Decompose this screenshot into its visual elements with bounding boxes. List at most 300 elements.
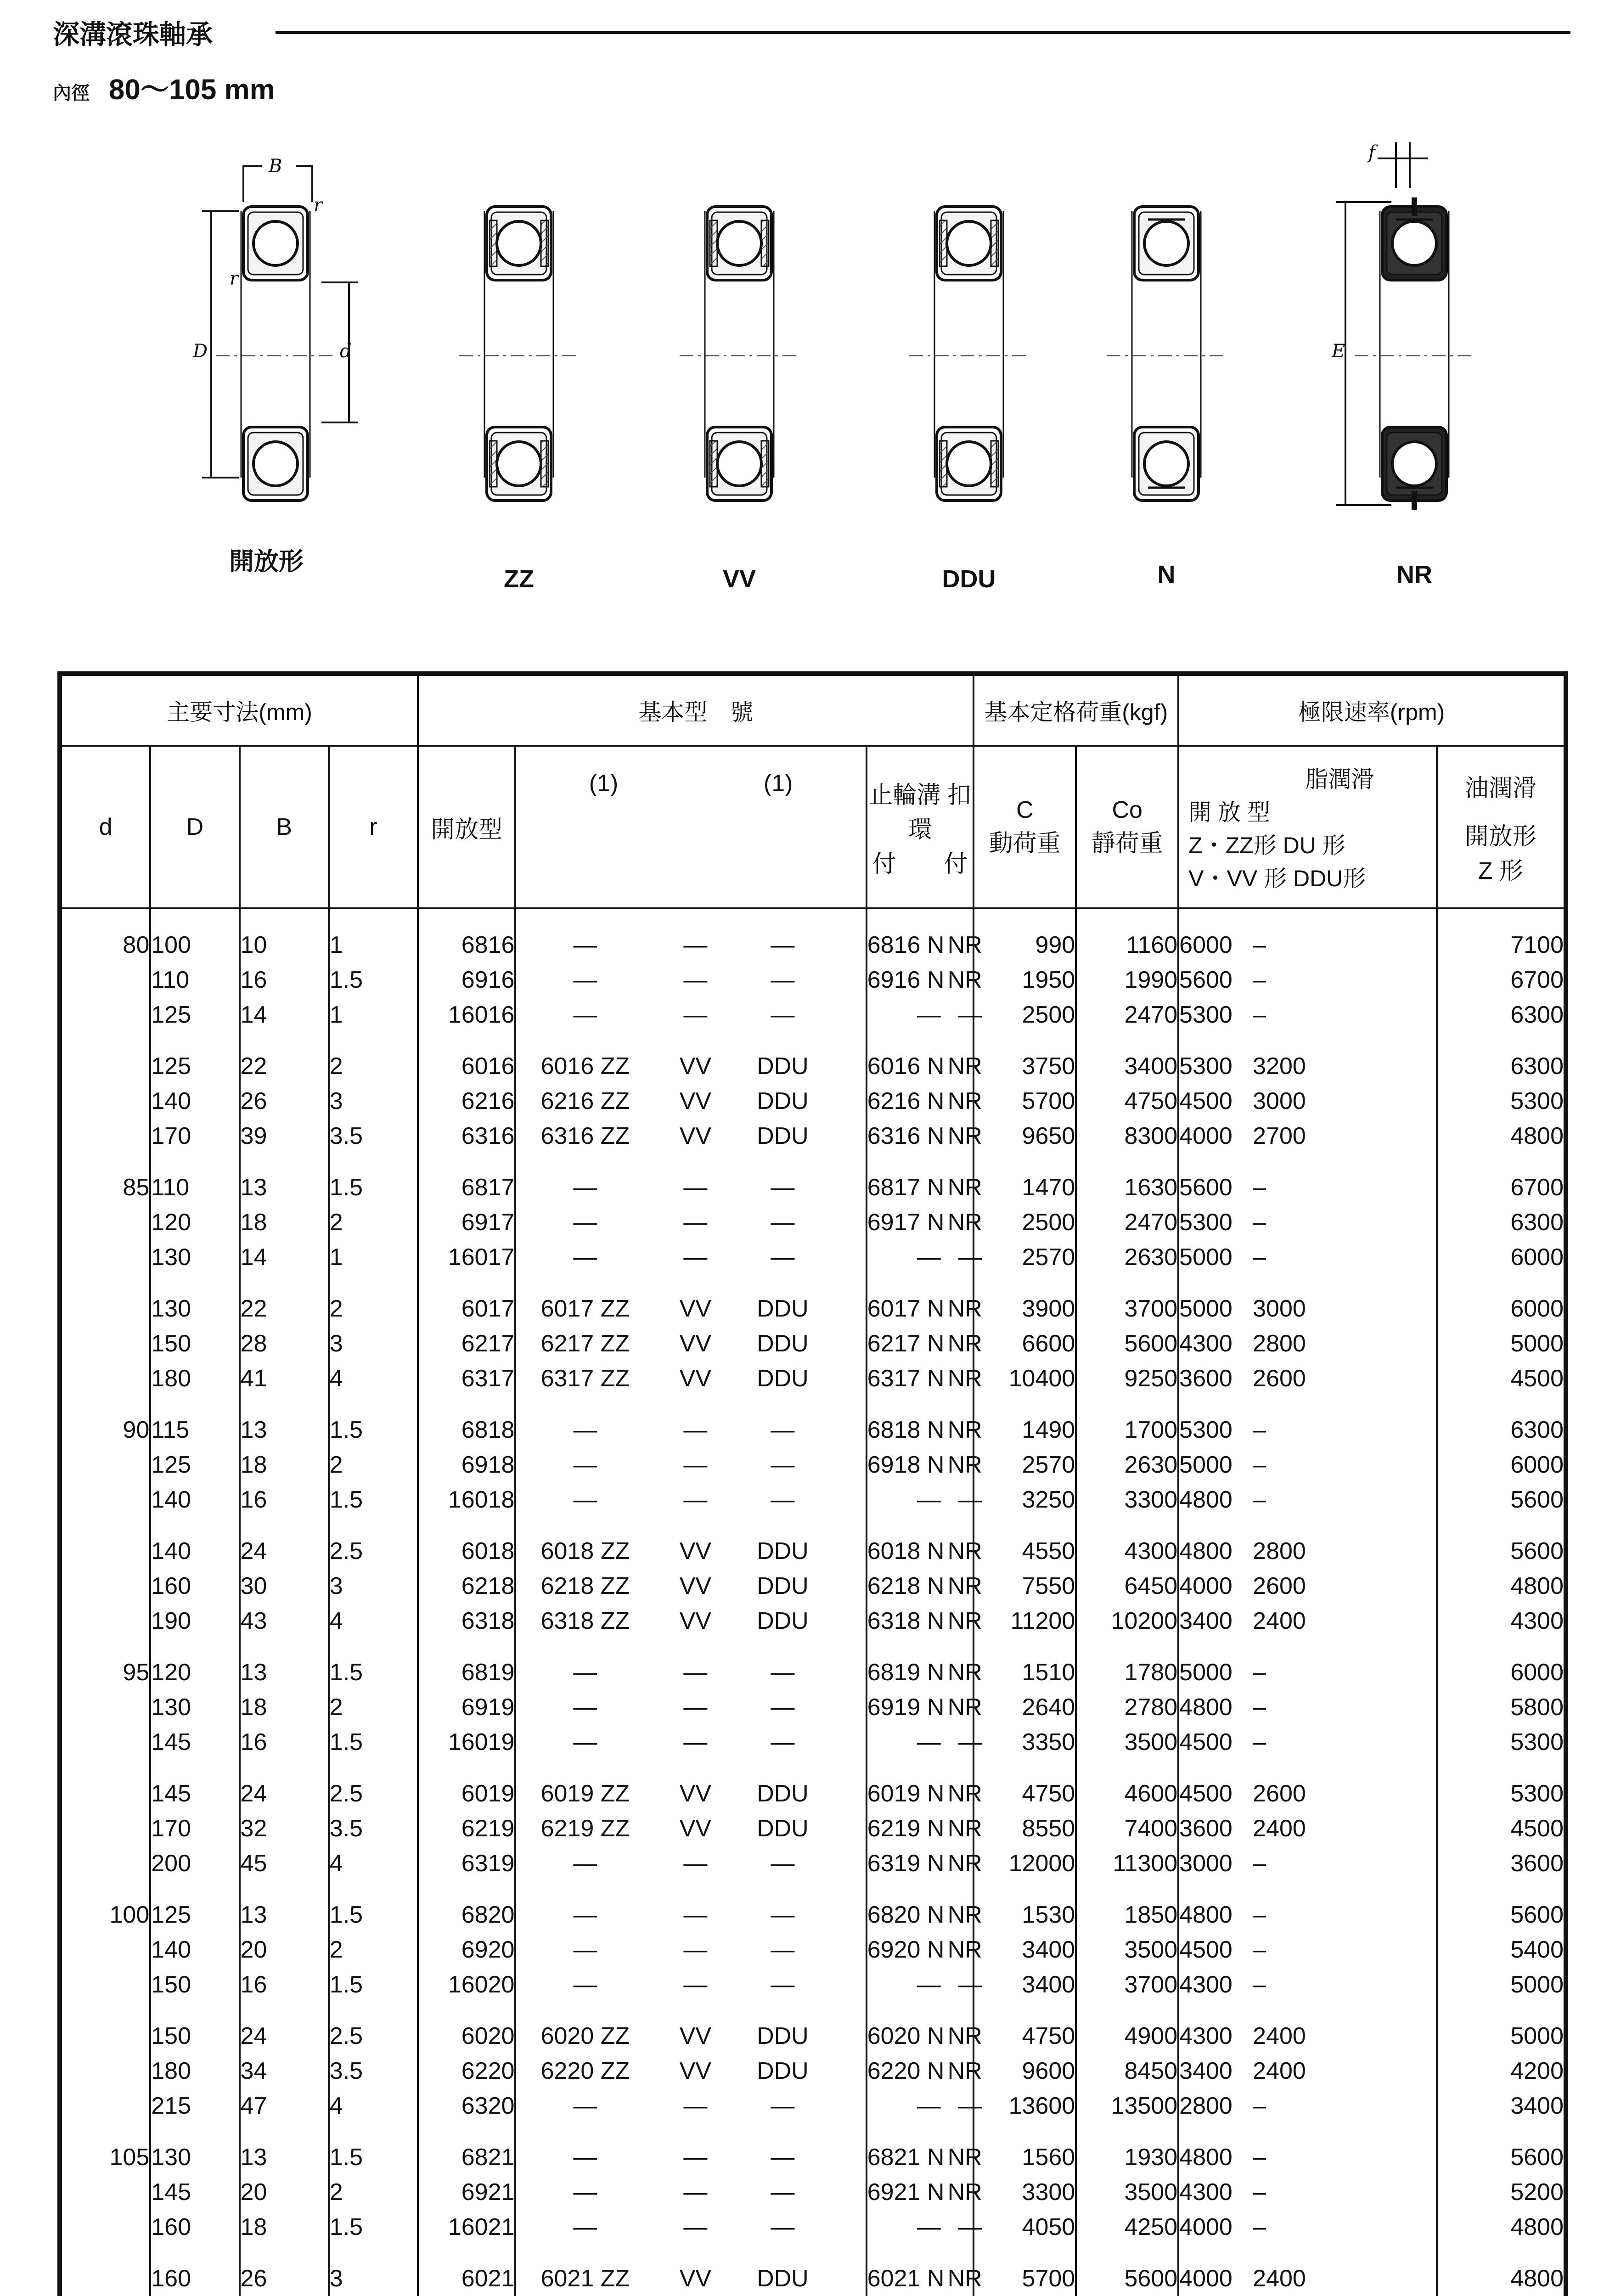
cell-grease-ddu: 2600 — [1253, 1573, 1306, 1599]
cell-open: 6916 — [418, 962, 515, 997]
cell-grease-speed — [1178, 2054, 1437, 2088]
cell-ddu: — — [771, 1002, 795, 1028]
cell-ddu: DDU — [757, 1088, 809, 1114]
cell-n: 6921 N — [867, 2179, 945, 2206]
cell-B: 22 — [240, 1032, 329, 1084]
header-grease-line2: Z・ZZ形 DU 形 — [1188, 833, 1345, 858]
cell-B: 43 — [240, 1604, 329, 1638]
header-Co-top: Co — [1112, 796, 1142, 823]
cell-grease-ddu: 2600 — [1253, 1780, 1306, 1807]
cell-Co: 2780 — [1076, 1690, 1178, 1725]
cell-ddu: DDU — [757, 2023, 809, 2049]
cell-D: 130 — [150, 2123, 239, 2175]
cell-Co: 4300 — [1076, 1517, 1178, 1569]
cell-ddu: — — [771, 967, 795, 993]
dim-label-D: D — [193, 341, 208, 362]
cell-grease-ddu: 3000 — [1253, 1295, 1306, 1322]
cell-d — [61, 962, 150, 997]
cell-open: 6820 — [418, 1881, 515, 1932]
cell-oil-speed: 4800 — [1437, 1119, 1564, 1154]
cell-grease-open: 4000 — [1179, 2214, 1232, 2240]
table-row — [61, 2210, 1564, 2245]
table-row — [61, 1638, 1564, 1690]
dim-label-f: f — [1368, 142, 1375, 163]
table-row — [61, 2088, 1564, 2123]
cell-grease-open: 5300 — [1179, 1002, 1232, 1028]
cell-r: 1.5 — [329, 1396, 418, 1447]
cell-zz: 6019 ZZ — [540, 1780, 630, 1807]
subtitle-range: 80～105 mm — [108, 74, 275, 106]
cell-grease-speed — [1178, 2210, 1437, 2245]
diagram-label-nr: NR — [1396, 561, 1432, 588]
cell-zz: — — [573, 1244, 597, 1271]
cell-n: — — [917, 1002, 941, 1028]
cell-snap-ring — [867, 2210, 982, 2245]
cell-n: 6218 N — [867, 1573, 945, 1599]
cell-d — [61, 2088, 150, 2123]
cell-zz: — — [573, 1659, 597, 1686]
cell-grease-open: 5300 — [1179, 1417, 1232, 1443]
cell-seal-types — [515, 962, 866, 997]
cell-r: 2 — [329, 1447, 418, 1482]
cell-snap-ring — [867, 2175, 982, 2210]
cell-d — [61, 1846, 150, 1881]
cell-d — [61, 2245, 150, 2296]
cell-vv: VV — [679, 1780, 712, 1807]
cell-grease-open: 4300 — [1179, 2023, 1232, 2049]
table-row — [61, 2175, 1564, 2210]
cell-seal-types — [515, 1690, 866, 1725]
cell-seal-types — [515, 1517, 866, 1569]
cell-grease-speed — [1178, 2175, 1437, 2210]
cell-snap-ring — [867, 1154, 982, 1205]
cell-zz: 6020 ZZ — [540, 2023, 630, 2049]
cell-grease-ddu: 2800 — [1253, 1538, 1306, 1564]
cell-B: 24 — [240, 1517, 329, 1569]
cell-d — [61, 1569, 150, 1604]
cell-seal-types — [515, 1881, 866, 1932]
title-rule — [276, 31, 1570, 34]
cell-B: 14 — [240, 997, 329, 1032]
cell-zz: 6220 ZZ — [540, 2058, 630, 2084]
cell-open: 6821 — [418, 2123, 515, 2175]
cell-grease-open: 4000 — [1179, 1123, 1232, 1149]
cell-zz: — — [573, 1729, 597, 1756]
cell-C: 3900 — [974, 1275, 1076, 1326]
cell-D: 110 — [150, 1154, 239, 1205]
cell-grease-ddu: – — [1253, 2093, 1266, 2119]
cell-n: 6920 N — [867, 1936, 945, 1963]
cell-grease-open: 5600 — [1179, 1174, 1232, 1201]
cell-open: 6918 — [418, 1447, 515, 1482]
cell-grease-speed — [1178, 1084, 1437, 1119]
cell-d — [61, 1690, 150, 1725]
cell-open: 16020 — [418, 1967, 515, 2002]
cell-D: 125 — [150, 997, 239, 1032]
cell-snap-ring — [867, 908, 982, 962]
cell-grease-ddu: – — [1253, 1244, 1266, 1271]
cell-zz: — — [573, 1417, 597, 1443]
cell-nr: NR — [947, 1780, 982, 1807]
cell-d — [61, 1604, 150, 1638]
page-title: 深溝滾珠軸承 — [53, 20, 213, 50]
cell-grease-speed — [1178, 1032, 1437, 1084]
cell-Co: 1930 — [1076, 2123, 1178, 2175]
cell-grease-ddu: – — [1253, 967, 1266, 993]
cell-snap-ring — [867, 1690, 982, 1725]
cell-D: 150 — [150, 2002, 239, 2054]
cell-d — [61, 2175, 150, 2210]
cell-r: 4 — [329, 1604, 418, 1638]
cell-grease-open: 4300 — [1179, 1971, 1232, 1998]
cell-C: 3400 — [974, 1967, 1076, 2002]
table-row — [61, 1690, 1564, 1725]
cell-n: 6818 N — [867, 1417, 945, 1443]
cell-grease-open: 4300 — [1179, 1330, 1232, 1357]
cell-nr: NR — [947, 1538, 982, 1564]
cell-C: 2500 — [974, 1205, 1076, 1240]
cell-nr: NR — [947, 1417, 982, 1443]
header-model: 基本型 號 — [418, 675, 974, 746]
cell-n: 6919 N — [867, 1694, 945, 1721]
cell-ddu: — — [771, 1902, 795, 1928]
cell-grease-ddu: 2400 — [1253, 1815, 1306, 1842]
cell-nr: — — [958, 1729, 982, 1756]
cell-grease-ddu: – — [1253, 2214, 1266, 2240]
cell-Co: 2630 — [1076, 1240, 1178, 1275]
cell-n: 6018 N — [867, 1538, 945, 1564]
table-row — [61, 1811, 1564, 1846]
cell-vv: VV — [679, 2023, 712, 2049]
cell-grease-open: 3600 — [1179, 1815, 1232, 1842]
cell-ddu: — — [771, 1850, 795, 1877]
cell-Co: 11300 — [1076, 1846, 1178, 1881]
cell-r: 3 — [329, 2245, 418, 2296]
cell-grease-open: 4800 — [1179, 1902, 1232, 1928]
cell-B: 13 — [240, 1881, 329, 1932]
cell-r: 1.5 — [329, 1638, 418, 1690]
cell-nr: NR — [947, 2023, 982, 2049]
cell-oil-speed: 3600 — [1437, 1846, 1564, 1881]
cell-r: 2 — [329, 1690, 418, 1725]
cell-C: 4550 — [974, 1517, 1076, 1569]
cell-D: 145 — [150, 1760, 239, 1811]
cell-snap-ring — [867, 2088, 982, 2123]
cell-vv: — — [683, 2214, 708, 2240]
cell-C: 13600 — [974, 2088, 1076, 2123]
cell-seal-types — [515, 1361, 866, 1396]
cell-r: 2 — [329, 1932, 418, 1967]
cell-D: 190 — [150, 1604, 239, 1638]
cell-grease-speed — [1178, 2245, 1437, 2296]
cell-nr: — — [958, 1002, 982, 1028]
cell-oil-speed: 6000 — [1437, 1638, 1564, 1690]
cell-zz: 6017 ZZ — [540, 1295, 630, 1322]
bearing-drawing-ddu — [909, 207, 1029, 501]
cell-nr: NR — [947, 967, 982, 993]
cell-seal-types — [515, 1638, 866, 1690]
cell-grease-ddu: 2400 — [1253, 2058, 1306, 2084]
cell-zz: 6018 ZZ — [540, 1538, 630, 1564]
cell-snap-ring — [867, 1396, 982, 1447]
cell-nr: NR — [947, 1902, 982, 1928]
cell-D: 120 — [150, 1638, 239, 1690]
cell-grease-speed — [1178, 2088, 1437, 2123]
cell-vv: — — [683, 932, 708, 958]
cell-vv: — — [683, 1002, 708, 1028]
cell-d: 105 — [61, 2123, 150, 2175]
cell-vv: — — [683, 1971, 708, 1998]
cell-grease-speed — [1178, 1638, 1437, 1690]
cell-Co: 4750 — [1076, 1084, 1178, 1119]
cell-B: 24 — [240, 2002, 329, 2054]
header-d: d — [61, 746, 150, 908]
cell-grease-open: 4500 — [1179, 1936, 1232, 1963]
cell-d — [61, 1032, 150, 1084]
cell-vv: — — [683, 1452, 708, 1478]
cell-r: 1.5 — [329, 2210, 418, 2245]
header-load: 基本定格荷重(kgf) — [974, 675, 1178, 746]
cell-d — [61, 2054, 150, 2088]
cell-grease-speed — [1178, 1205, 1437, 1240]
cell-grease-speed — [1178, 1154, 1437, 1205]
cell-grease-speed — [1178, 2123, 1437, 2175]
cell-open: 6021 — [418, 2245, 515, 2296]
cell-grease-open: 4000 — [1179, 1573, 1232, 1599]
cell-D: 115 — [150, 1396, 239, 1447]
cell-Co: 2630 — [1076, 1447, 1178, 1482]
cell-B: 16 — [240, 1482, 329, 1517]
cell-zz: — — [573, 932, 597, 958]
cell-d — [61, 1811, 150, 1846]
header-speed: 極限速率(rpm) — [1178, 675, 1564, 746]
cell-seal-types — [515, 2245, 866, 2296]
cell-seal-types — [515, 1154, 866, 1205]
cell-oil-speed: 7100 — [1437, 908, 1564, 962]
cell-n: 6817 N — [867, 1174, 945, 1201]
cell-B: 13 — [240, 1638, 329, 1690]
cell-grease-ddu: – — [1253, 1694, 1266, 1721]
cell-vv: VV — [679, 2265, 712, 2292]
cell-B: 10 — [240, 908, 329, 962]
header-open-type: 開放型 — [418, 746, 515, 908]
cell-D: 130 — [150, 1275, 239, 1326]
cell-vv: VV — [679, 1365, 712, 1392]
cell-open: 6818 — [418, 1396, 515, 1447]
cell-Co: 3500 — [1076, 1725, 1178, 1760]
cell-grease-open: 3000 — [1179, 1850, 1232, 1877]
cell-open: 6020 — [418, 2002, 515, 2054]
cell-B: 18 — [240, 1447, 329, 1482]
cell-nr: — — [958, 2093, 982, 2119]
cell-vv: — — [683, 2144, 708, 2171]
diagram-label-ddu: DDU — [942, 565, 996, 593]
cell-grease-ddu: – — [1253, 1002, 1266, 1028]
cell-zz: 6316 ZZ — [540, 1123, 630, 1149]
cell-Co: 9250 — [1076, 1361, 1178, 1396]
cell-C: 4050 — [974, 2210, 1076, 2245]
cell-snap-ring — [867, 1032, 982, 1084]
cell-d: 90 — [61, 1396, 150, 1447]
cell-snap-ring — [867, 1760, 982, 1811]
cell-B: 16 — [240, 1967, 329, 2002]
cell-B: 18 — [240, 2210, 329, 2245]
cell-oil-speed: 4800 — [1437, 2245, 1564, 2296]
cell-n: 6819 N — [867, 1659, 945, 1686]
cell-d — [61, 2210, 150, 2245]
cell-oil-speed: 5000 — [1437, 1326, 1564, 1361]
table-row — [61, 1154, 1564, 1205]
cell-grease-speed — [1178, 1967, 1437, 2002]
cell-C: 9650 — [974, 1119, 1076, 1154]
table-row — [61, 1604, 1564, 1638]
table-row — [61, 1361, 1564, 1396]
cell-C: 1950 — [974, 962, 1076, 997]
cell-Co: 2470 — [1076, 1205, 1178, 1240]
cell-D: 215 — [150, 2088, 239, 2123]
cell-seal-types — [515, 1119, 866, 1154]
cell-Co: 3500 — [1076, 2175, 1178, 2210]
cell-r: 1 — [329, 997, 418, 1032]
cell-vv: — — [683, 2179, 708, 2206]
cell-D: 200 — [150, 1846, 239, 1881]
cell-snap-ring — [867, 1846, 982, 1881]
cell-D: 160 — [150, 2210, 239, 2245]
cell-ddu: DDU — [757, 1295, 809, 1322]
table-row — [61, 2054, 1564, 2088]
cell-zz: 6317 ZZ — [540, 1365, 630, 1392]
cell-r: 4 — [329, 1361, 418, 1396]
cell-r: 3 — [329, 1569, 418, 1604]
cell-seal-types — [515, 908, 866, 962]
table-row — [61, 1569, 1564, 1604]
bearing-drawing-nr — [1355, 197, 1474, 510]
cell-r: 2 — [329, 2175, 418, 2210]
cell-vv: VV — [679, 1123, 712, 1149]
cell-d — [61, 1482, 150, 1517]
cell-grease-open: 6000 — [1179, 932, 1232, 958]
cell-grease-open: 3600 — [1179, 1365, 1232, 1392]
cell-seal-types — [515, 1240, 866, 1275]
cell-nr: — — [958, 2214, 982, 2240]
bearing-drawing-vv — [680, 207, 799, 501]
cell-seal-types — [515, 1967, 866, 2002]
cell-vv: — — [683, 967, 708, 993]
cell-ddu: — — [771, 1729, 795, 1756]
cell-nr: NR — [947, 1330, 982, 1357]
cell-grease-open: 2800 — [1179, 2093, 1232, 2119]
cell-D: 145 — [150, 1725, 239, 1760]
subtitle-label: 內徑 — [53, 83, 90, 103]
cell-n: 6017 N — [867, 1295, 945, 1322]
cell-d: 85 — [61, 1154, 150, 1205]
cell-nr: NR — [947, 1694, 982, 1721]
cell-d — [61, 1084, 150, 1119]
cell-n: 6021 N — [867, 2265, 945, 2292]
cell-vv: VV — [679, 1330, 712, 1357]
table-row — [61, 2123, 1564, 2175]
cell-open: 6016 — [418, 1032, 515, 1084]
cell-d — [61, 1967, 150, 2002]
header-grease — [1178, 746, 1437, 908]
cell-d — [61, 1447, 150, 1482]
cell-grease-ddu: – — [1253, 1417, 1266, 1443]
cell-oil-speed: 5000 — [1437, 2002, 1564, 2054]
cell-ddu: DDU — [757, 2058, 809, 2084]
cell-grease-ddu: – — [1253, 1729, 1266, 1756]
cell-n: 6916 N — [867, 967, 945, 993]
cell-grease-speed — [1178, 1361, 1437, 1396]
cell-d — [61, 1361, 150, 1396]
cell-Co: 6450 — [1076, 1569, 1178, 1604]
cell-seal-types — [515, 1396, 866, 1447]
cell-snap-ring — [867, 1275, 982, 1326]
cell-C: 2500 — [974, 997, 1076, 1032]
cell-snap-ring — [867, 1638, 982, 1690]
cell-r: 2 — [329, 1205, 418, 1240]
cell-zz: 6021 ZZ — [540, 2265, 630, 2292]
cell-n: 6317 N — [867, 1365, 945, 1392]
cell-vv: — — [683, 1729, 708, 1756]
cell-ddu: DDU — [757, 1330, 809, 1357]
table-row — [61, 1275, 1564, 1326]
cell-snap-ring — [867, 1881, 982, 1932]
cell-ddu: — — [771, 1452, 795, 1478]
cell-oil-speed: 6000 — [1437, 1447, 1564, 1482]
cell-open: 6217 — [418, 1326, 515, 1361]
header-r: r — [329, 746, 418, 908]
cell-ddu: — — [771, 1174, 795, 1201]
cell-vv: — — [683, 1936, 708, 1963]
cell-open: 6917 — [418, 1205, 515, 1240]
cell-vv: — — [683, 1902, 708, 1928]
cell-snap-ring — [867, 962, 982, 997]
cell-Co: 1630 — [1076, 1154, 1178, 1205]
cell-D: 120 — [150, 1205, 239, 1240]
cell-n: 6821 N — [867, 2144, 945, 2171]
table-row — [61, 1032, 1564, 1084]
cell-open: 6318 — [418, 1604, 515, 1638]
cell-grease-open: 5000 — [1179, 1452, 1232, 1478]
cell-n: 6318 N — [867, 1608, 945, 1634]
cell-D: 125 — [150, 1032, 239, 1084]
cell-ddu: DDU — [757, 1780, 809, 1807]
header-grease-title: 脂潤滑 — [1305, 766, 1374, 792]
cell-r: 1.5 — [329, 1154, 418, 1205]
cell-B: 34 — [240, 2054, 329, 2088]
cell-nr: — — [958, 1971, 982, 1998]
cell-ddu: DDU — [757, 1053, 809, 1080]
cell-r: 2.5 — [329, 1517, 418, 1569]
cell-D: 125 — [150, 1447, 239, 1482]
cell-C: 3350 — [974, 1725, 1076, 1760]
cell-snap-ring — [867, 1811, 982, 1846]
header-oil-line1: 開放形 — [1464, 823, 1536, 850]
table-row — [61, 1084, 1564, 1119]
cell-D: 180 — [150, 1361, 239, 1396]
cell-oil-speed: 6300 — [1437, 1205, 1564, 1240]
cell-B: 20 — [240, 1932, 329, 1967]
cell-n: — — [917, 1729, 941, 1756]
cell-snap-ring — [867, 2054, 982, 2088]
diagram-label-zz: ZZ — [504, 565, 534, 593]
table-row — [61, 1396, 1564, 1447]
table-row — [61, 1240, 1564, 1275]
cell-B: 16 — [240, 1725, 329, 1760]
bearing-drawing-n — [1107, 207, 1226, 501]
cell-seal-types — [515, 1760, 866, 1811]
cell-open: 6017 — [418, 1275, 515, 1326]
